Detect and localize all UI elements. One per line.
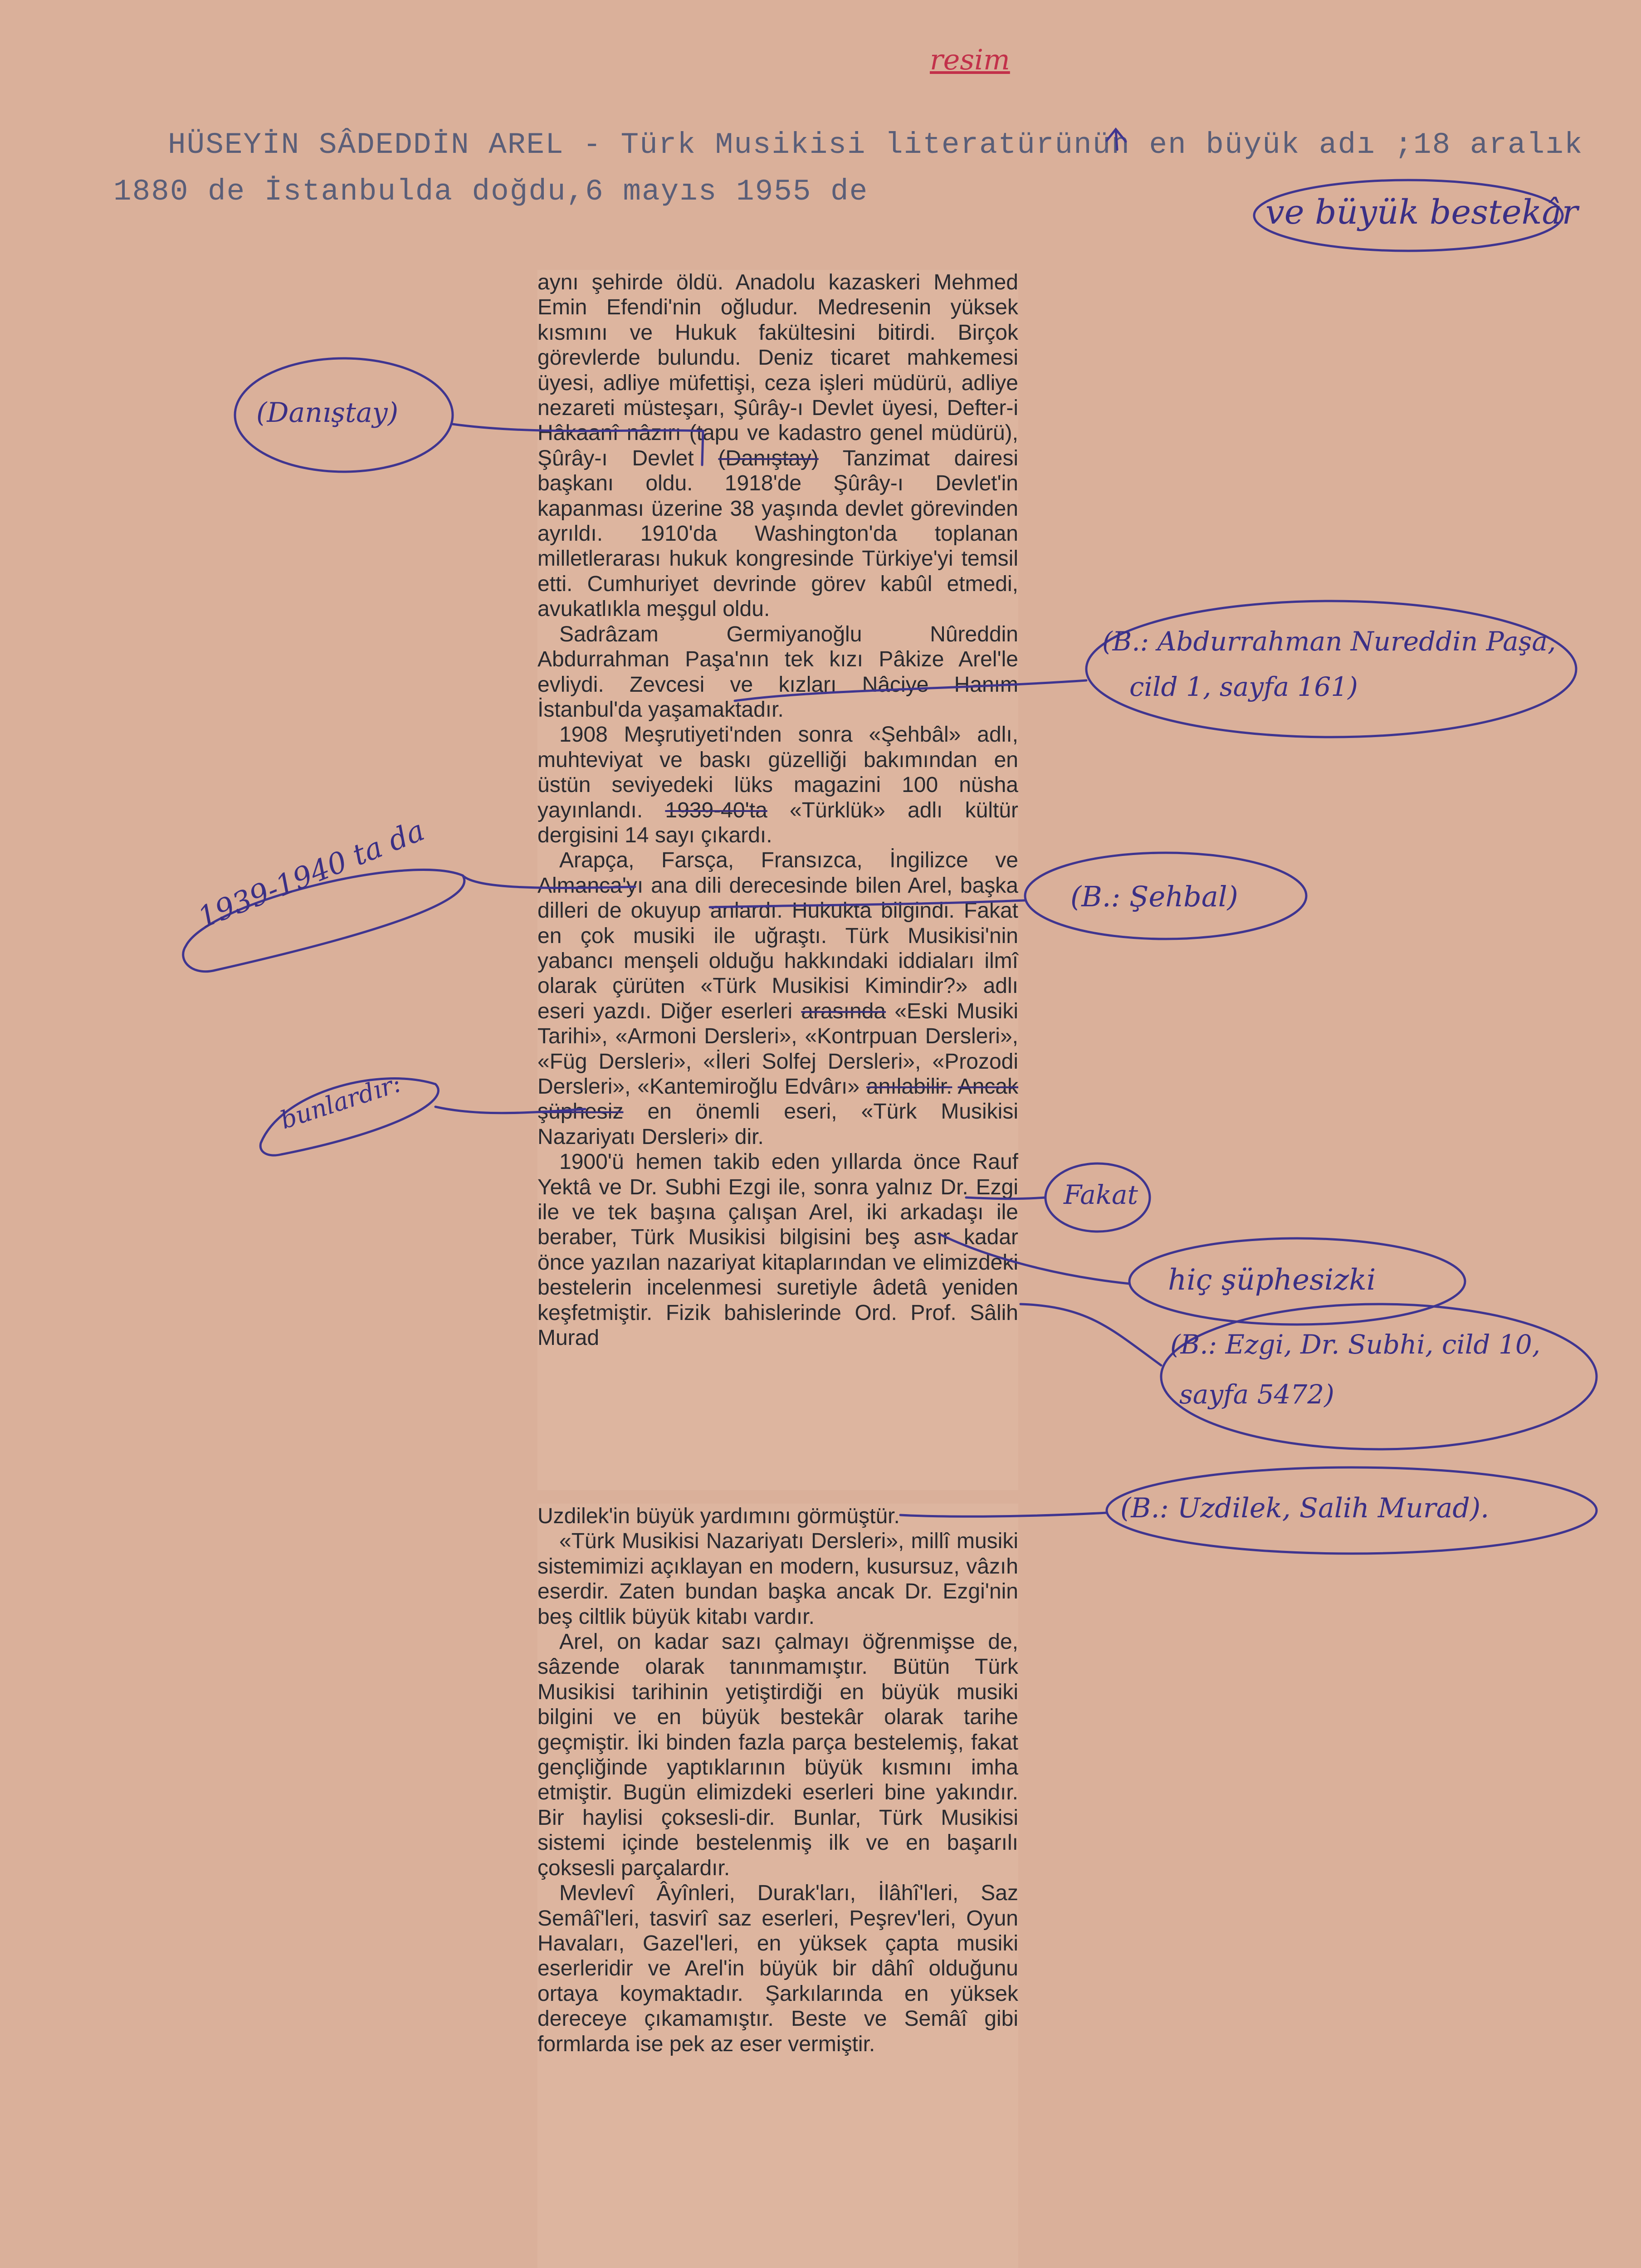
handwritten-bestekar-note: ve büyük bestekâr <box>1265 193 1578 232</box>
clipping-paragraph: Uzdilek'in büyük yardımını görmüştür. <box>537 1504 900 1528</box>
handwritten-abdurrahman-note-line-2: cild 1, sayfa 161) <box>1129 671 1358 702</box>
handwritten-ezgi-note-line-1: (B.: Ezgi, Dr. Subhi, cild 10, <box>1170 1329 1541 1360</box>
handwritten-sehbal-note: (B.: Şehbal) <box>1070 880 1238 913</box>
clipping-paragraph <box>537 722 1018 848</box>
ezgi-link-line <box>1021 1304 1161 1365</box>
newspaper-clipping-bottom <box>537 1504 1018 2268</box>
struck-text: Ancak şüphesiz <box>537 1075 1018 1124</box>
ezgi-note-circle <box>1161 1304 1597 1449</box>
handwritten-uzdilek-note: (B.: Uzdilek, Salih Murad). <box>1120 1492 1490 1524</box>
clipping-text: Tanzimat dairesi başkanı oldu. 1918'de Şûrây-ı Devlet'in kapanması üzerine 38 yaşında devlet görevinden ayrıldı. 1910'da Washington'da toplanan milletlerarası hukuk kongresinde Türkiye'yi temsil etti. Cumhuriyet devrinde görev kabûl etmedi, avukatlıkla meşgul oldu. <box>537 446 1018 621</box>
clipping-paragraph: Arel, on kadar sazı çalmayı öğrenmişse de, sâzende olarak tanınmamıştır. Bütün Türk Musikisi tarihinin yetiştirdiği en büyük musiki bilgini ve en büyük bestekâr olarak tarihe geçmiştir. İki binden fazla parça bestelemiş, fakat gençliğinde yaptıklarının büyük kısmını imha etmiştir. Bugün elimizdeki eserleri bine yakındır. Bir haylisi çoksesli-dir. Bunlar, Türk Musikisi sistemi içinde bestelenmiş ilk ve en başarılı çoksesli parçalardır. <box>537 1630 1018 1880</box>
handwritten-danistay-note: (Danıştay) <box>256 397 399 429</box>
handwritten-fakat-note: Fakat <box>1064 1179 1138 1210</box>
typed-heading-line-1: HÜSEYİN SÂDEDDİN AREL - Türk Musikisi literatürünün en büyük adı ;18 aralık <box>168 128 1583 162</box>
clipping-text: en önemli eseri, «Türk Musikisi Nazariyatı Dersleri» dir. <box>537 1100 1019 1149</box>
clipping-paragraph: Sadrâzam Germiyanoğlu Nûreddin Abdurrahman Paşa'nın tek kızı Pâkize Arel'le evliydi. Zevcesi ve kızları Nâciye Hanım İstanbul'da yaşamaktadır. <box>537 622 1018 722</box>
clipping-paragraph: «Türk Musikisi Nazariyatı Dersleri», millî musiki sistemimizi açıklayan en modern, kusursuz, vâzıh eserdir. Zaten bundan başka ancak Dr. Ezgi'nin beş ciltlik büyük kitabı vardır. <box>537 1529 1018 1629</box>
clipping-text: 1908 Meşrutiyeti'nden sonra «Şehbâl» adlı, muhteviyat ve baskı güzelliği bakımından en üstün seviyedeki lüks magazini 100 nüsha yayınlandı. <box>537 723 1018 822</box>
newspaper-clipping-top <box>537 270 1018 1490</box>
clipping-text: Arapça, Farsça, Fransızca, İngilizce ve Almanca'yı ana dili derecesinde bilen Arel, başka dilleri de okuyup anlardı. Hukukta bilgindi. Fakat en çok musiki ile uğraştı. Türk Musikisi'nin yabancı menşeli olduğu hakkındaki iddiaları ilmî olarak çürüten «Türk Musikisi Kimindir?» adlı eseri yazdı. Diğer eserleri <box>537 848 1018 1023</box>
clipping-paragraph: Mevlevî Âyînleri, Durak'ları, İlâhî'leri, Saz Semâî'leri, tasvirî saz eserleri, Peşrev'leri, Oyun Havaları, Gazel'leri, en yüksek çapta musiki eserleridir ve Arel'in büyük bir dâhî olduğunu ortaya koymaktadır. Şarkılarında en yüksek dereceye çıkamamıştır. Beste ve Semâî gibi formlarda ise pek az eser vermiştir. <box>537 1881 1018 2056</box>
struck-text: 1939-40'ta <box>665 798 767 822</box>
abdurrahman-note-circle <box>1086 601 1576 737</box>
clipping-paragraph <box>537 270 1018 622</box>
handwritten-hic-suphesiz-note: hiç şüphesizki <box>1168 1263 1376 1297</box>
typed-heading-line-2: 1880 de İstanbulda doğdu,6 mayıs 1955 de <box>113 175 869 209</box>
clipping-text: «Türklük» adlı kültür dergisini 14 sayı çıkardı. <box>537 798 1019 847</box>
clipping-paragraph <box>537 848 1018 1149</box>
clipping-paragraph: 1900'ü hemen takib eden yıllarda önce Rauf Yektâ ve Dr. Subhi Ezgi ile, sonra yalnız Dr. Ezgi ile ve tek başına çalışan Arel, iki arkadaşı ile beraber, Türk Musikisi bilgisini beş asır kadar önce yazılan nazariyat kitaplarından ve elimizdeki bestelerin incelenmesi suretiyle âdetâ yeniden keşfetmiştir. Fizik bahislerinde Ord. Prof. Sâlih Murad <box>537 1150 1018 1350</box>
clipping-text: aynı şehirde öldü. Anadolu kazaskeri Mehmed Emin Efendi'nin oğludur. Medresenin yüksek kısmını ve Hukuk fakültesini bitirdi. Birçok görevlerde bulundu. Deniz ticaret mahkemesi üyesi, adliye müfettişi, ceza işleri müdürü, adliye nezareti müsteşarı, Şûrây-ı Devlet üyesi, Defter-i Hâkaanî nâzırı (tapu ve kadastro genel müdürü), Şûrây-ı Devlet <box>537 270 1018 470</box>
struck-text: anılabilir. <box>866 1075 952 1099</box>
clipping-text: «Eski Musiki Tarihi», «Armoni Dersleri», «Kontrpuan Dersleri», «Füg Dersleri», «İleri Solfej Dersleri», «Prozodi Dersleri», «Kantemiroğlu Edvârı» <box>537 999 1019 1099</box>
struck-text: arasında <box>801 999 886 1023</box>
handwritten-abdurrahman-note-line-1: (B.: Abdurrahman Nureddin Paşa, <box>1102 626 1556 657</box>
handwritten-year-note: 1939-1940 ta da <box>193 813 430 935</box>
red-handwritten-note: resim <box>930 43 1010 76</box>
struck-text: (Danıştay) <box>718 446 819 470</box>
handwritten-bunlardir-note: bunlardır: <box>277 1069 405 1135</box>
handwritten-ezgi-note-line-2: sayfa 5472) <box>1179 1379 1334 1410</box>
